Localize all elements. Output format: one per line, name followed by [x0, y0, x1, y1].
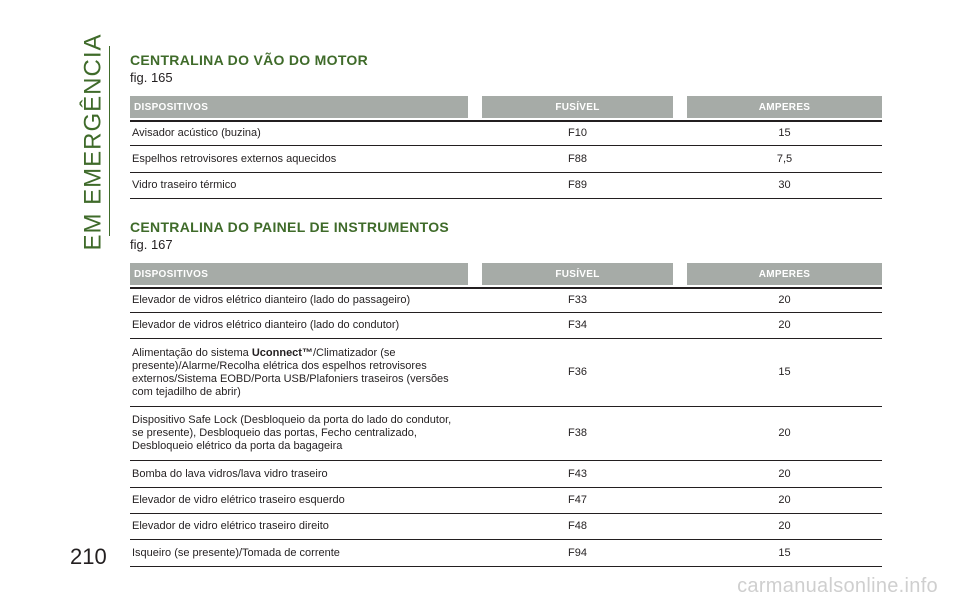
- section1-table-header: [130, 96, 882, 118]
- chapter-title: [76, 33, 112, 251]
- amps-cell: 20: [778, 467, 791, 480]
- fuse-cell: F43: [568, 467, 587, 480]
- section1-title: CENTRALINA DO VÃO DO MOTOR: [130, 52, 369, 68]
- table-row: [130, 287, 882, 313]
- amps-cell: 15: [778, 546, 791, 559]
- section2-figref: fig. 167: [130, 237, 173, 252]
- device-cell: Bomba do lava vidros/lava vidro traseiro: [132, 467, 328, 480]
- watermark: carmanualsonline.info: [737, 575, 938, 597]
- fuse-cell: F94: [568, 546, 587, 559]
- device-cell: Elevador de vidros elétrico dianteiro (lado do condutor): [132, 319, 400, 331]
- table-row: [130, 540, 882, 567]
- table-row: [130, 173, 882, 199]
- uconnect-brand: Uconnect™: [251, 346, 313, 359]
- table-row: [130, 461, 882, 488]
- fuse-cell: F38: [568, 427, 587, 439]
- section2-table-header: [130, 263, 882, 285]
- fuse-cell: F10: [568, 127, 587, 139]
- table-row: [130, 488, 882, 514]
- table-row: [130, 313, 882, 339]
- table-row: [130, 146, 882, 173]
- fuse-cell: F33: [568, 294, 587, 306]
- fuse-cell: F36: [568, 366, 587, 378]
- header-devices: DISPOSITIVOS: [130, 96, 468, 118]
- section1-figref: fig. 165: [130, 70, 173, 85]
- chapter-rule: [109, 46, 110, 236]
- device-cell: Isqueiro (se presente)/Tomada de corrente: [132, 546, 340, 559]
- main-content: [130, 52, 882, 567]
- amps-cell: 15: [778, 127, 791, 139]
- amps-cell: 20: [778, 319, 791, 331]
- amps-cell: 20: [778, 494, 791, 506]
- device-cell: [130, 347, 468, 399]
- page-number: 210: [70, 544, 107, 569]
- amps-cell: 30: [778, 179, 791, 191]
- fuse-cell: F34: [568, 319, 587, 331]
- table-row: [130, 339, 882, 407]
- table-row: [130, 514, 882, 540]
- device-text: /Climatizador (se presente)/Alarme/Recolha elétrica dos espelhos retrovisores externos/Sistema EOBD/Porta USB/Plafoniers traseiros (versões com tejadilho de abrir): [132, 346, 449, 398]
- header-fuse: FUSÍVEL: [482, 263, 673, 285]
- section2-title: CENTRALINA DO PAINEL DE INSTRUMENTOS: [130, 219, 450, 235]
- amps-cell: 20: [778, 427, 791, 439]
- header-amps: AMPERES: [687, 263, 882, 285]
- amps-cell: 20: [778, 520, 791, 532]
- header-amps: AMPERES: [687, 96, 882, 118]
- device-cell: Dispositivo Safe Lock (Desbloqueio da porta do lado do condutor, se presente), Desbloqueio das portas, Fecho centralizado, Desbloqueio elétrico da porta da bagageira: [132, 414, 452, 452]
- device-cell: Avisador acústico (buzina): [132, 127, 261, 139]
- amps-cell: 20: [778, 294, 791, 306]
- amps-cell: 7,5: [776, 152, 793, 165]
- header-devices: DISPOSITIVOS: [130, 263, 468, 285]
- device-text: Alimentação do sistema: [132, 346, 252, 359]
- table-row: [130, 407, 882, 461]
- device-cell: Elevador de vidros elétrico dianteiro (lado do passageiro): [132, 294, 411, 306]
- device-cell: Espelhos retrovisores externos aquecidos: [132, 152, 337, 165]
- device-cell: Elevador de vidro elétrico traseiro direito: [132, 520, 329, 532]
- device-cell: Vidro traseiro térmico: [132, 179, 237, 191]
- amps-cell: 15: [778, 366, 791, 378]
- fuse-cell: F48: [568, 520, 587, 532]
- fuse-cell: F47: [568, 494, 587, 506]
- fuse-cell: F88: [568, 152, 587, 165]
- fuse-cell: F89: [568, 179, 587, 191]
- device-cell: Elevador de vidro elétrico traseiro esquerdo: [132, 494, 345, 506]
- chapter-title-text: EM EMERGÊNCIA: [80, 33, 107, 251]
- table-row: [130, 120, 882, 146]
- header-fuse: FUSÍVEL: [482, 96, 673, 118]
